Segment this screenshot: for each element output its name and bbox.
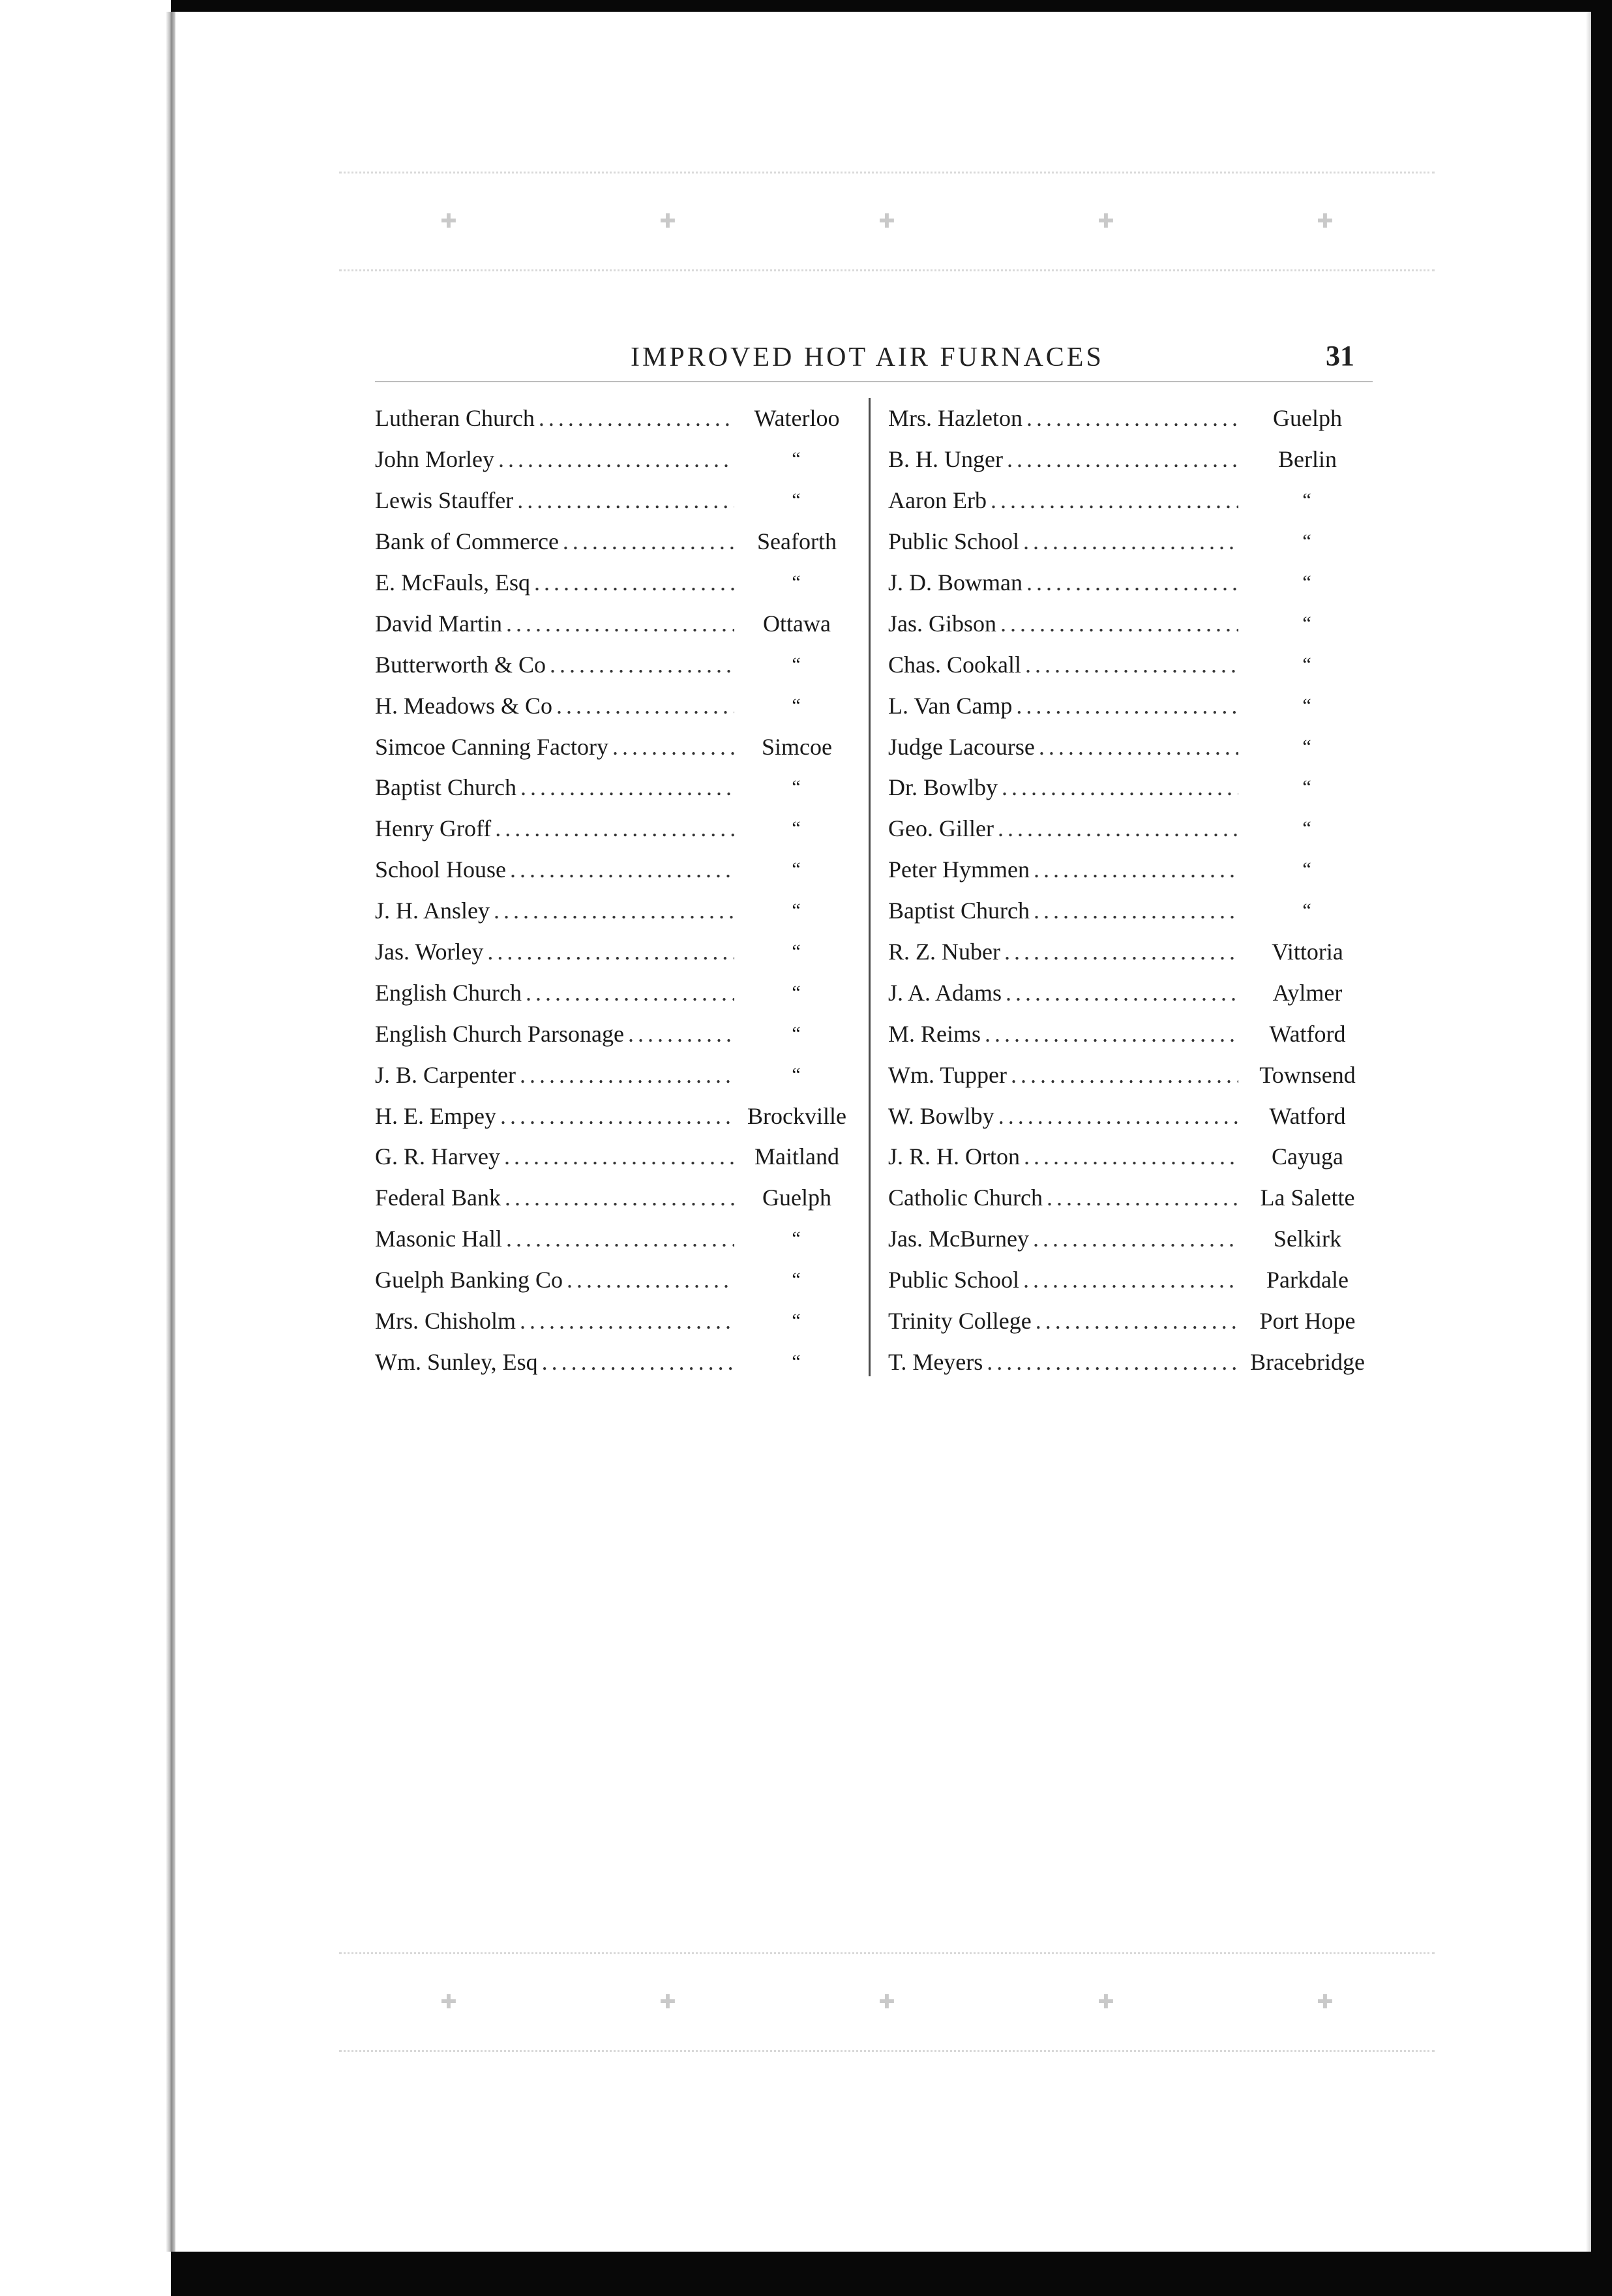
dot-leader <box>567 1268 734 1292</box>
decorative-border-bottom <box>339 1947 1435 2058</box>
customer-location: “ <box>792 981 802 1003</box>
dot-leader <box>985 1022 1238 1046</box>
dot-leader <box>1025 653 1238 676</box>
list-item <box>888 767 1373 808</box>
dot-leader <box>563 530 734 553</box>
ornament-row <box>339 1980 1435 2025</box>
dot-leader <box>517 489 734 512</box>
dot-leader <box>487 940 734 963</box>
page-edge-right <box>1586 12 1591 2252</box>
list-item <box>888 480 1373 521</box>
list-item <box>375 439 856 480</box>
list-item <box>888 890 1373 931</box>
list-item <box>375 644 856 685</box>
customer-location: “ <box>792 1350 802 1372</box>
ornament-row <box>339 199 1435 245</box>
page-number: 31 <box>1326 340 1354 372</box>
dot-leader <box>526 981 734 1004</box>
customer-location: Watford <box>1269 1020 1346 1047</box>
customer-name: Wm. Sunley, Esq <box>375 1348 538 1375</box>
customer-location: Townsend <box>1259 1061 1356 1088</box>
customer-name: L. Van Camp <box>888 692 1013 719</box>
dot-leader <box>1024 1145 1238 1168</box>
ornament-icon: ✚ <box>659 1991 676 2013</box>
running-header <box>375 333 1373 372</box>
customer-location: “ <box>792 817 802 839</box>
dot-leader <box>506 612 734 635</box>
customer-location: Port Hope <box>1259 1308 1356 1335</box>
dot-leader <box>510 858 734 881</box>
dotted-line <box>339 172 1435 175</box>
list-item <box>375 562 856 603</box>
list-item <box>888 1218 1373 1260</box>
customer-location: “ <box>1302 530 1313 552</box>
ornament-icon: ✚ <box>878 1991 895 2013</box>
customer-name: Federal Bank <box>375 1185 501 1211</box>
customer-location: “ <box>792 1022 802 1044</box>
dot-leader <box>1011 1063 1238 1087</box>
customer-name: Mrs. Hazleton <box>888 405 1022 432</box>
customer-location: Maitland <box>754 1143 839 1170</box>
customer-location: “ <box>1302 735 1313 757</box>
dot-leader <box>998 1104 1238 1128</box>
dot-leader <box>506 1227 734 1250</box>
scan-border-right <box>1591 0 1612 2296</box>
customer-name: T. Meyers <box>888 1348 983 1375</box>
scan-border-top <box>0 0 1612 12</box>
customer-name: J. A. Adams <box>888 979 1002 1006</box>
customer-name: H. Meadows & Co <box>375 692 552 719</box>
list-item <box>888 1177 1373 1218</box>
dotted-line <box>339 2050 1435 2054</box>
dot-leader <box>1004 940 1238 963</box>
list-item <box>888 1260 1373 1301</box>
printed-page <box>375 320 1373 1396</box>
dot-leader <box>987 1350 1238 1374</box>
dot-leader <box>542 1350 734 1374</box>
list-item <box>888 726 1373 767</box>
dot-leader <box>534 571 734 594</box>
customer-location: “ <box>1302 694 1313 716</box>
customer-location: “ <box>792 1228 802 1250</box>
list-item <box>375 931 856 973</box>
customer-name: Trinity College <box>888 1308 1032 1335</box>
customer-name: Jas. McBurney <box>888 1226 1029 1252</box>
dot-leader <box>1034 899 1238 922</box>
customer-location: “ <box>1302 571 1313 593</box>
dot-leader <box>1026 406 1238 430</box>
dot-leader <box>520 1309 734 1333</box>
customer-location: “ <box>792 899 802 922</box>
customer-location: “ <box>1302 817 1313 839</box>
customer-location: Cayuga <box>1272 1143 1343 1170</box>
list-item <box>888 603 1373 644</box>
list-item <box>375 1218 856 1260</box>
list-item <box>888 1341 1373 1382</box>
decorative-border-top <box>339 166 1435 277</box>
list-item <box>375 972 856 1013</box>
list-item <box>375 1260 856 1301</box>
customer-name: Guelph Banking Co <box>375 1267 563 1293</box>
customer-name: Baptist Church <box>375 774 516 801</box>
dot-leader <box>1023 530 1238 553</box>
customer-location: “ <box>792 448 802 470</box>
customer-name: Chas. Cookall <box>888 651 1021 678</box>
dot-leader <box>520 1063 734 1087</box>
dot-leader <box>1039 735 1238 759</box>
customer-name: Simcoe Canning Factory <box>375 733 608 760</box>
list-item <box>888 849 1373 890</box>
dot-leader <box>1002 776 1238 799</box>
scan-margin-left <box>0 0 171 2296</box>
customer-name: J. H. Ansley <box>375 898 490 924</box>
dot-leader <box>612 735 734 759</box>
list-item <box>375 398 856 439</box>
dot-leader <box>500 1104 734 1128</box>
dot-leader <box>495 817 734 840</box>
customer-location: “ <box>1302 612 1313 634</box>
customer-location: “ <box>792 653 802 675</box>
customer-name: Geo. Giller <box>888 815 994 842</box>
dot-leader <box>1007 447 1238 471</box>
dotted-line <box>339 269 1435 273</box>
customer-name: English Church Parsonage <box>375 1020 624 1047</box>
customer-name: Dr. Bowlby <box>888 774 998 801</box>
dot-leader <box>550 653 734 676</box>
dot-leader <box>494 899 734 922</box>
customer-name: Public School <box>888 1267 1020 1293</box>
customer-location: Selkirk <box>1274 1226 1341 1252</box>
customer-name: R. Z. Nuber <box>888 939 1000 965</box>
list-item <box>375 1136 856 1177</box>
customer-name: Baptist Church <box>888 898 1030 924</box>
dot-leader <box>1047 1186 1238 1209</box>
customer-name: Judge Lacourse <box>888 733 1035 760</box>
list-item <box>888 1054 1373 1095</box>
ornament-icon: ✚ <box>878 211 895 232</box>
dotted-line <box>339 1952 1435 1956</box>
dot-leader <box>504 1145 734 1168</box>
customer-name: H. E. Empey <box>375 1102 496 1129</box>
list-item <box>375 685 856 726</box>
customer-location: Berlin <box>1278 446 1337 473</box>
list-item <box>888 521 1373 562</box>
ornament-icon: ✚ <box>659 211 676 232</box>
customer-location: “ <box>792 1063 802 1085</box>
customer-location: “ <box>792 776 802 798</box>
list-item <box>375 603 856 644</box>
ornament-icon: ✚ <box>1317 1991 1334 2013</box>
ornament-icon: ✚ <box>1317 211 1334 232</box>
customer-name: W. Bowlby <box>888 1102 994 1129</box>
customer-location: Guelph <box>762 1185 831 1211</box>
customer-location: “ <box>792 941 802 963</box>
customer-location: “ <box>1302 899 1313 922</box>
customer-name: J. D. Bowman <box>888 569 1022 596</box>
list-item <box>375 726 856 767</box>
customer-name: Mrs. Chisholm <box>375 1308 516 1335</box>
list-item <box>375 849 856 890</box>
customer-location: “ <box>1302 653 1313 675</box>
list-item <box>375 1177 856 1218</box>
dot-leader <box>1034 858 1238 881</box>
list-item <box>888 685 1373 726</box>
customer-location: La Salette <box>1260 1185 1355 1211</box>
customer-location: Aylmer <box>1272 979 1343 1006</box>
list-item <box>375 480 856 521</box>
dot-leader <box>998 817 1238 840</box>
customer-name: Henry Groff <box>375 815 492 842</box>
customer-location: “ <box>1302 858 1313 881</box>
customer-name: David Martin <box>375 610 502 637</box>
customer-location: “ <box>792 571 802 593</box>
dot-leader <box>991 489 1238 512</box>
ornament-icon: ✚ <box>440 211 457 232</box>
customer-name: G. R. Harvey <box>375 1143 500 1170</box>
customer-location: Parkdale <box>1266 1267 1349 1293</box>
customer-name: Jas. Gibson <box>888 610 997 637</box>
customer-name: Butterworth & Co <box>375 651 546 678</box>
dot-leader <box>1006 981 1238 1004</box>
column-divider <box>869 398 871 1376</box>
list-item <box>888 1095 1373 1136</box>
customer-location: “ <box>792 1269 802 1291</box>
list-item <box>375 1054 856 1095</box>
customer-location: “ <box>1302 489 1313 511</box>
list-item <box>888 1301 1373 1342</box>
list-item <box>375 890 856 931</box>
customer-name: Lutheran Church <box>375 405 535 432</box>
customer-name: Wm. Tupper <box>888 1061 1008 1088</box>
left-column <box>375 398 856 1382</box>
customer-location: Guelph <box>1273 405 1342 432</box>
customer-name: Lewis Stauffer <box>375 487 514 514</box>
dot-leader <box>539 406 734 430</box>
dot-leader <box>628 1022 734 1046</box>
customer-location: “ <box>1302 776 1313 798</box>
customer-name: Masonic Hall <box>375 1226 502 1252</box>
customer-location: Ottawa <box>763 610 831 637</box>
dot-leader <box>498 447 734 471</box>
customer-name: English Church <box>375 979 522 1006</box>
dot-leader <box>1000 612 1238 635</box>
customer-name: School House <box>375 856 506 883</box>
header-rule <box>375 381 1373 382</box>
customer-name: John Morley <box>375 446 494 473</box>
book-spine-shadow <box>166 12 175 2252</box>
list-item <box>888 1013 1373 1054</box>
dot-leader <box>520 776 734 799</box>
list-item <box>375 808 856 849</box>
ornament-icon: ✚ <box>1097 1991 1114 2013</box>
list-item <box>375 1095 856 1136</box>
customer-location: Waterloo <box>754 405 840 432</box>
dot-leader <box>1033 1227 1238 1250</box>
list-item <box>888 562 1373 603</box>
customer-location: Vittoria <box>1272 939 1343 965</box>
dot-leader <box>1036 1309 1238 1333</box>
list-item <box>375 1341 856 1382</box>
customer-name: Catholic Church <box>888 1185 1043 1211</box>
dot-leader <box>1016 694 1238 718</box>
ornament-icon: ✚ <box>1097 211 1114 232</box>
list-item <box>888 644 1373 685</box>
customer-location: “ <box>792 694 802 716</box>
customer-location: Bracebridge <box>1250 1348 1365 1375</box>
list-item <box>375 521 856 562</box>
customer-location: “ <box>792 1310 802 1332</box>
list-item <box>888 1136 1373 1177</box>
customer-location: “ <box>792 489 802 511</box>
customer-location: Seaforth <box>757 528 837 555</box>
customer-name: Bank of Commerce <box>375 528 559 555</box>
customer-name: Aaron Erb <box>888 487 987 514</box>
list-item <box>888 398 1373 439</box>
customer-name: Jas. Worley <box>375 939 484 965</box>
list-item <box>375 1013 856 1054</box>
customer-name: M. Reims <box>888 1020 981 1047</box>
dot-leader <box>1026 571 1238 594</box>
customer-location: Brockville <box>747 1102 846 1129</box>
scan-border-bottom <box>0 2252 1612 2296</box>
customer-name: Peter Hymmen <box>888 856 1030 883</box>
customer-name: Public School <box>888 528 1020 555</box>
customer-name: B. H. Unger <box>888 446 1003 473</box>
dot-leader <box>1023 1268 1238 1292</box>
list-item <box>888 931 1373 973</box>
customer-location: “ <box>792 858 802 881</box>
list-item <box>375 767 856 808</box>
dot-leader <box>556 694 734 718</box>
customer-name: J. R. H. Orton <box>888 1143 1021 1170</box>
ornament-icon: ✚ <box>440 1991 457 2013</box>
list-item <box>375 1301 856 1342</box>
customer-name: E. McFauls, Esq <box>375 569 530 596</box>
list-item <box>888 972 1373 1013</box>
customer-name: J. B. Carpenter <box>375 1061 516 1088</box>
right-column <box>888 398 1373 1382</box>
customer-location: Watford <box>1269 1102 1346 1129</box>
customer-location: Simcoe <box>762 733 832 760</box>
dot-leader <box>505 1186 734 1209</box>
list-item <box>888 439 1373 480</box>
list-item <box>888 808 1373 849</box>
page-title: IMPROVED HOT AIR FURNACES <box>631 342 1104 372</box>
